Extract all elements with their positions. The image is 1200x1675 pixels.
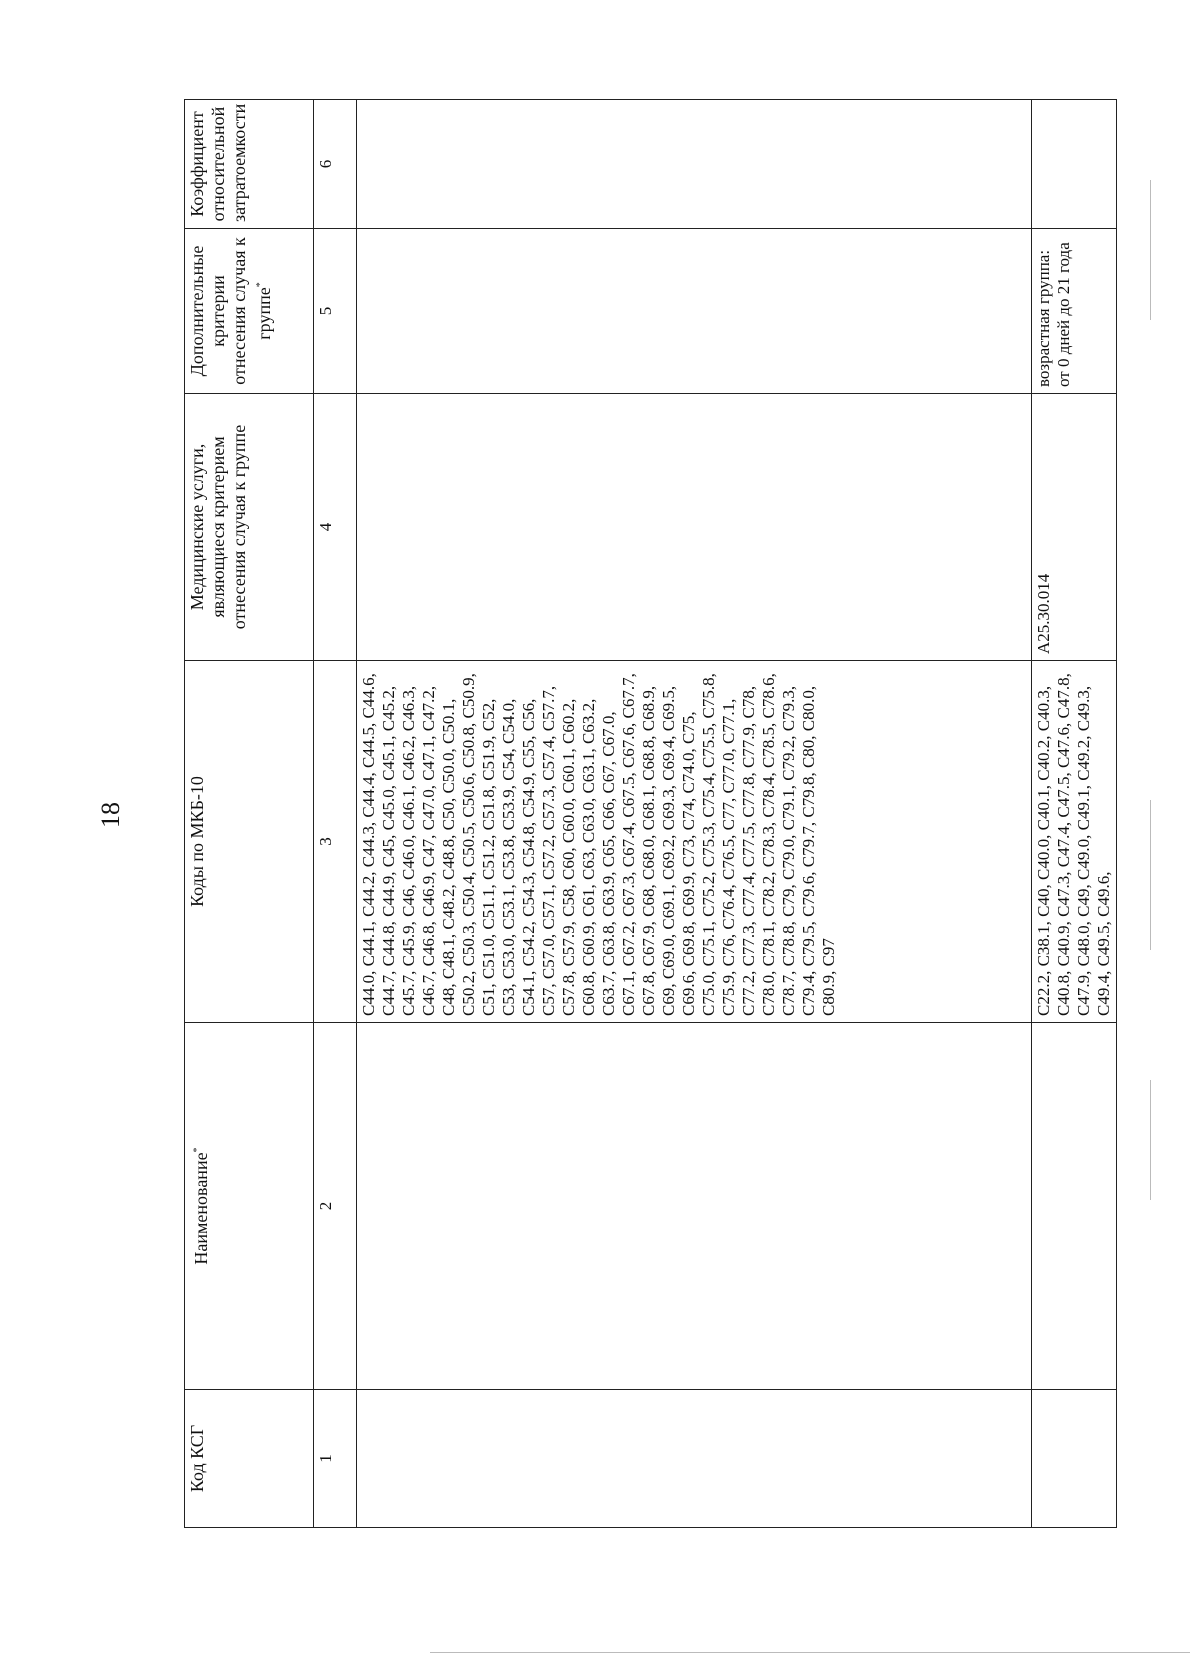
column-number: 4 bbox=[314, 394, 357, 661]
coefficient-cell bbox=[357, 100, 1032, 229]
header-additional-criteria: Дополнительные критерии отнесения случая к группе* bbox=[185, 229, 314, 394]
header-name: Наименование* bbox=[185, 1023, 314, 1390]
header-row bbox=[185, 100, 314, 1528]
column-number: 6 bbox=[314, 100, 357, 229]
column-number: 1 bbox=[314, 1390, 357, 1528]
services-cell: A25.30.014 bbox=[1032, 394, 1117, 661]
column-number: 2 bbox=[314, 1023, 357, 1390]
header-icd-codes: Коды по МКБ-10 bbox=[185, 661, 314, 1023]
scan-artifact bbox=[1150, 180, 1151, 320]
column-number: 5 bbox=[314, 229, 357, 394]
rotated-table-container bbox=[184, 100, 1113, 1528]
ksg-code-cell bbox=[1032, 1390, 1117, 1528]
services-cell bbox=[357, 394, 1032, 661]
header-medical-services: Медицинские услуги, являющиеся критерием отнесения случая к группе bbox=[185, 394, 314, 661]
coefficient-cell bbox=[1032, 100, 1117, 229]
name-cell bbox=[357, 1023, 1032, 1390]
criteria-cell: возрастная группа: от 0 дней до 21 года bbox=[1032, 229, 1117, 394]
name-cell bbox=[1032, 1023, 1117, 1390]
page-number: 18 bbox=[96, 802, 125, 828]
header-coefficient: Коэффициент относительной затратоемкости bbox=[185, 100, 314, 229]
footnote-mark: * bbox=[255, 282, 266, 288]
icd-codes-cell: C44.0, C44.1, C44.2, C44.3, C44.4, C44.5, C44.6, C44.7, C44.8, C44.9, C45, C45.0, C45.1, C45.2, C45.7, C45.9, C46, C46.0, C46.1, C46.2, C46.3, C46.7, C46.8, C46.9, C47, C47.0, C47.1, C47.2, C48, C48.1, C48.2, C48.8, C50, C50.0, C50.1, C50.2, C50.3, C50.4, C50.5, C50.6, C50.8, C50.9, C51, C51.0, C51.1, C51.2, C51.8, C51.9, C52, C53, C53.0, C53.1, C53.8, C53.9, C54, C54.0, C54.1, C54.2, C54.3, C54.8, C54.9, C55, C56, C57, C57.0, C57.1, C57.2, C57.3, C57.4, C57.7, C57.8, C57.9, C58, C60, C60.0, C60.1, C60.2, C60.8, C60.9, C61, C63, C63.0, C63.1, C63.2, C63.7, C63.8, C63.9, C65, C66, C67, C67.0, C67.1, C67.2, C67.3, C67.4, C67.5, C67.6, C67.7, C67.8, C67.9, C68, C68.0, C68.1, C68.8, C68.9, C69, C69.0, C69.1, C69.2, C69.3, C69.4, C69.5, C69.6, C69.8, C69.9, C73, C74, C74.0, C75, C75.0, C75.1, C75.2, C75.3, C75.4, C75.5, C75.8, C75.9, C76, C76.4, C76.5, C77, C77.0, C77.1, C77.2, C77.3, C77.4, C77.5, C77.8, C77.9, C78, C78.0, C78.1, C78.2, C78.3, C78.4, C78.5, C78.6, C78.7, C78.8, C79, C79.0, C79.1, C79.2, C79.3, C79.4, C79.5, C79.6, C79.7, C79.8, C80, C80.0, C80.9, C97 bbox=[357, 661, 1032, 1023]
ksg-table bbox=[184, 99, 1117, 1528]
column-number-row bbox=[314, 100, 357, 1528]
table-row bbox=[357, 100, 1032, 1528]
footnote-mark: * bbox=[192, 1147, 203, 1153]
scan-artifact bbox=[1150, 1080, 1151, 1200]
icd-codes-cell: C22.2, C38.1, C40, C40.0, C40.1, C40.2, C40.3, C40.8, C40.9, C47.3, C47.4, C47.5, C47.6, C47.8, C47.9, C48.0, C49, C49.0, C49.1, C49.2, C49.3, C49.4, C49.5, C49.6, bbox=[1032, 661, 1117, 1023]
scan-artifact bbox=[1150, 800, 1151, 950]
table-row bbox=[1032, 100, 1117, 1528]
criteria-cell bbox=[357, 229, 1032, 394]
ksg-code-cell bbox=[357, 1390, 1032, 1528]
header-ksg-code: Код КСГ bbox=[185, 1390, 314, 1528]
column-number: 3 bbox=[314, 661, 357, 1023]
scan-artifact bbox=[430, 1652, 1190, 1653]
